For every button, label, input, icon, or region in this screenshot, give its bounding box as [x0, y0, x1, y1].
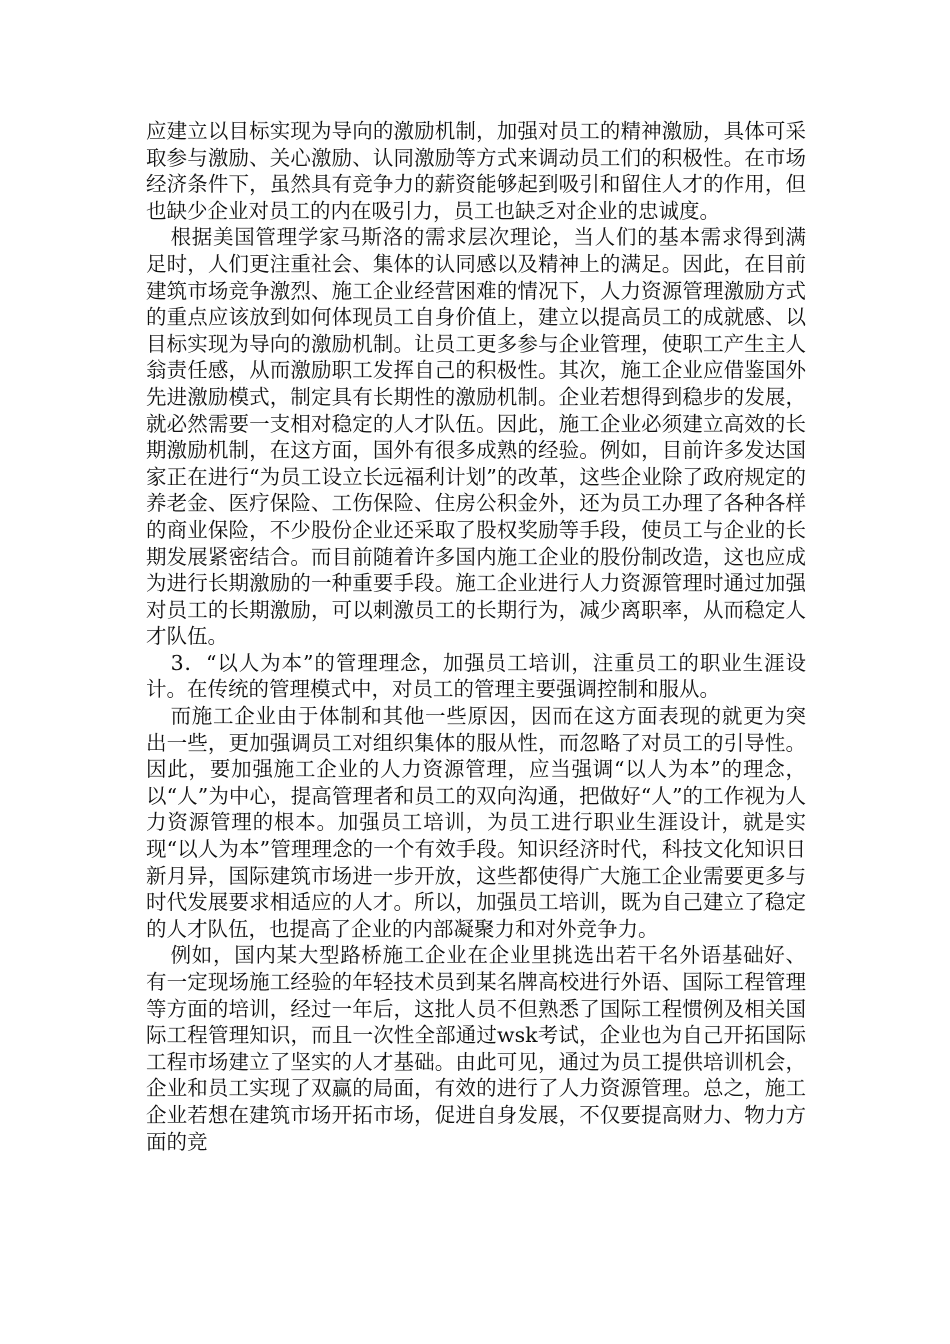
document-body [146, 118, 806, 1155]
paragraph-training-example: 例如，国内某大型路桥施工企业在企业里挑选出若干名外语基础好、有一定现场施工经验的年轻技术员到某名牌高校进行外语、国际工程管理等方面的培训，经过一年后，这批人员不但熟悉了国际工程惯例及相关国际工程管理知识，而且一次性全部通过wsk考试，企业也为自己开拓国际工程市场建立了坚实的人才基础。由此可见，通过为员工提供培训机会，企业和员工实现了双赢的局面，有效的进行了人力资源管理。总之，施工企业若想在建筑市场开拓市场，促进自身发展，不仅要提高财力、物力方面的竞 [146, 943, 806, 1154]
paragraph-maslow-theory: 根据美国管理学家马斯洛的需求层次理论，当人们的基本需求得到满足时，人们更注重社会、集体的认同感以及精神上的满足。因此，在目前建筑市场竞争激烈、施工企业经营困难的情况下，人力资源管理激励方式的重点应该放到如何体现员工自身价值上，建立以提高员工的成就感、以目标实现为导向的激励机制。让员工更多参与企业管理，使职工产生主人翁责任感，从而激励职工发挥自己的积极性。其次，施工企业应借鉴国外先进激励模式，制定具有长期性的激励机制。企业若想得到稳步的发展，就必然需要一支相对稳定的人才队伍。因此，施工企业必须建立高效的长期激励机制，在这方面，国外有很多成熟的经验。例如，目前许多发达国家正在进行“为员工设立长远福利计划”的改革，这些企业除了政府规定的养老金、医疗保险、工伤保险、住房公积金外，还为员工办理了各种各样的商业保险，不少股份企业还采取了股权奖励等手段，使员工与企业的长期发展紧密结合。而目前随着许多国内施工企业的股份制改造，这也应成为进行长期激励的一种重要手段。施工企业进行人力资源管理时通过加强对员工的长期激励，可以刺激员工的长期行为，减少离职率，从而稳定人才队伍。 [146, 225, 806, 649]
paragraph-section-3-heading: 3．“以人为本”的管理理念，加强员工培训，注重员工的职业生涯设计。在传统的管理模式中，对员工的管理主要强调控制和服从。 [146, 650, 806, 702]
paragraph-continuation: 应建立以目标实现为导向的激励机制，加强对员工的精神激励，具体可采取参与激励、关心激励、认同激励等方式来调动员工们的积极性。在市场经济条件下，虽然具有竞争力的薪资能够起到吸引和留住人才的作用，但也缺少企业对员工的内在吸引力，员工也缺乏对企业的忠诚度。 [146, 119, 806, 223]
paragraph-people-oriented: 而施工企业由于体制和其他一些原因，因而在这方面表现的就更为突出一些，更加强调员工对组织集体的服从性，而忽略了对员工的引导性。因此，要加强施工企业的人力资源管理，应当强调“以人为本”的理念，以“人”为中心，提高管理者和员工的双向沟通，把做好“人”的工作视为人力资源管理的根本。加强员工培训，为员工进行职业生涯设计，就是实现“以人为本”管理理念的一个有效手段。知识经济时代，科技文化知识日新月异，国际建筑市场进一步开放，这些都使得广大施工企业需要更多与时代发展要求相适应的人才。所以，加强员工培训，既为自己建立了稳定的人才队伍，也提高了企业的内部凝聚力和对外竞争力。 [146, 704, 806, 941]
